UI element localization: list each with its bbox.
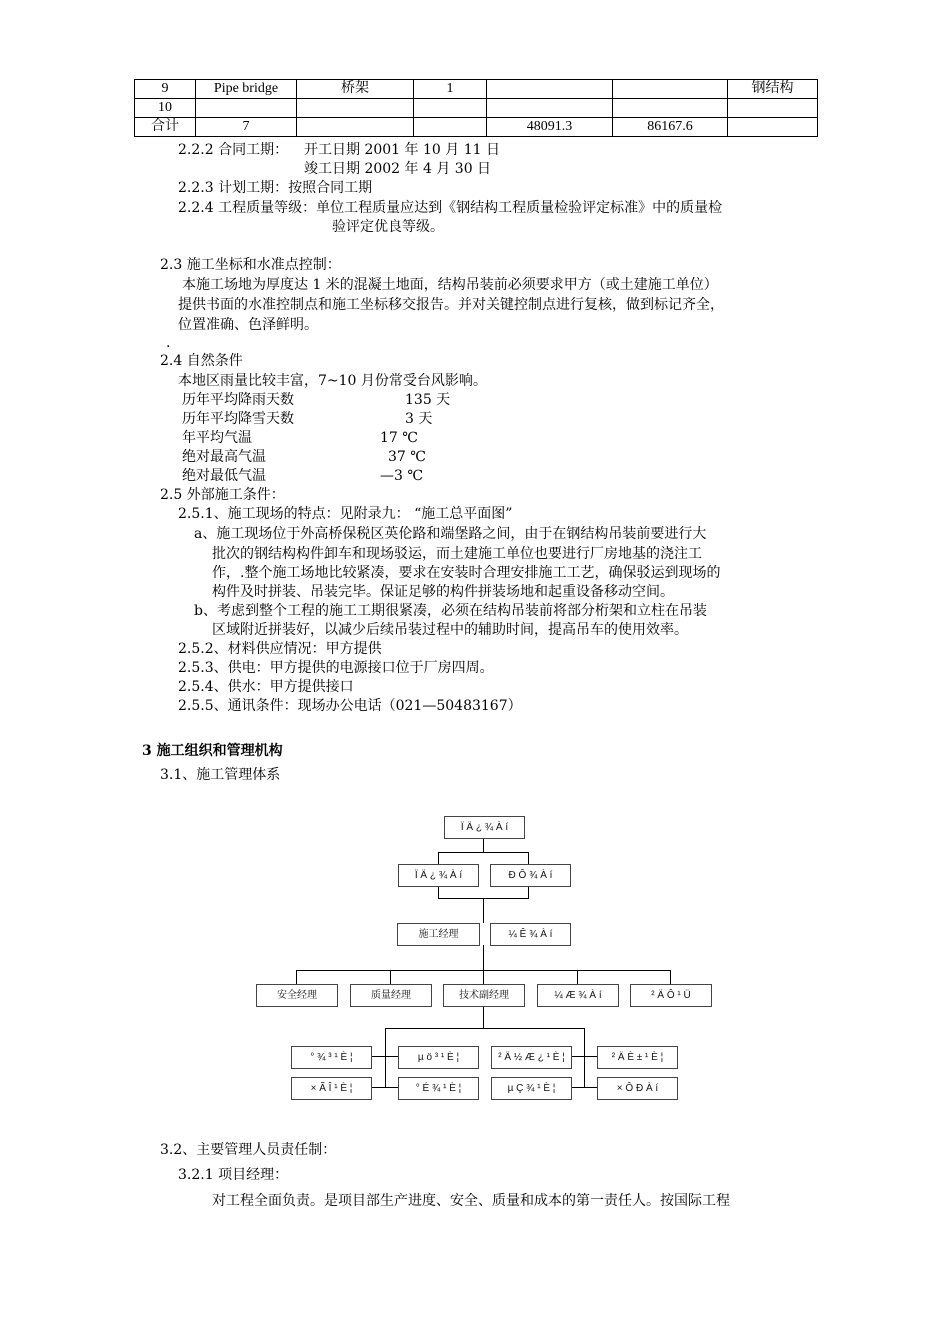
- climate-value: 17 ℃: [380, 430, 418, 446]
- climate-value: —3 ℃: [380, 468, 424, 484]
- org-box-l5: × Ô Ð À í: [597, 1077, 678, 1100]
- s255: 2.5.5、通讯条件：现场办公电话（021—50483167）: [178, 698, 522, 714]
- connector: [670, 970, 671, 984]
- cell-area: [613, 80, 728, 99]
- connector: [584, 1028, 585, 1088]
- cell-no: 10: [135, 99, 196, 118]
- cell-cn: [297, 118, 414, 137]
- project-table: [134, 79, 818, 137]
- table-row: [135, 80, 818, 99]
- org-box-l5: µ Ç ¾ ¹ È ¦: [491, 1077, 572, 1100]
- table-row: [135, 118, 818, 137]
- s222-label: 2.2.2 合同工期：: [178, 142, 289, 158]
- s25-title: 2.5 外部施工条件：: [160, 487, 285, 503]
- org-box-top: Ï Ä ¿ ¾ À í: [444, 816, 525, 839]
- cell-type: 钢结构: [728, 80, 818, 99]
- org-box-quality-manager: 质量经理: [350, 984, 432, 1007]
- s222-end: 竣工日期 2002 年 4 月 30 日: [304, 161, 492, 177]
- org-box-l5: ° É ¾ ¹ È ¦: [398, 1077, 479, 1100]
- s223: 2.2.3 计划工期：按照合同工期: [178, 180, 373, 196]
- s224-line1: 2.2.4 工程质量等级：单位工程质量应达到《钢结构工程质量检验评定标准》中的质量检: [178, 200, 723, 216]
- org-box-l2: Ð Ô ¾ À í: [490, 864, 571, 887]
- cell-weight: [487, 99, 613, 118]
- s23-p3: 位置准确、色泽鲜明。: [178, 317, 318, 333]
- climate-label: 历年平均降雨天数: [182, 392, 294, 408]
- org-box-l4: ¼ Æ ¾ À í: [537, 984, 619, 1007]
- connector: [584, 1087, 597, 1088]
- s251-b2: 区域附近拼装好，以减少后续吊装过程中的辅助时间，提高吊车的使用效率。: [212, 622, 688, 638]
- table-row: [135, 99, 818, 118]
- connector: [296, 970, 297, 984]
- org-box-safety-manager: 安全经理: [256, 984, 338, 1007]
- s251-a1: a、施工现场位于外高桥保税区英伦路和端堡路之间，由于在钢结构吊装前要进行大: [194, 526, 707, 542]
- connector: [483, 898, 484, 923]
- s251-a4: 构件及时拼装、吊装完毕。保证足够的构件拼装场地和起重设备移动空间。: [212, 584, 674, 600]
- org-box-l5: ° ¾ ³ ¹ È ¦: [291, 1046, 372, 1069]
- climate-value: 37 ℃: [388, 449, 426, 465]
- connector: [371, 1056, 385, 1057]
- cell-area: 86167.6: [613, 118, 728, 137]
- s31: 3.1、施工管理体系: [160, 767, 281, 783]
- connector: [385, 1028, 386, 1088]
- climate-label: 绝对最高气温: [182, 449, 266, 465]
- s224-line2: 验评定优良等级。: [332, 219, 444, 235]
- cell-cn: [297, 99, 414, 118]
- cell-name: [196, 99, 297, 118]
- connector: [483, 1006, 484, 1028]
- s23-p1: 本施工场地为厚度达 1 米的混凝土地面，结构吊装前必须要求甲方（或土建施工单位）: [182, 277, 718, 293]
- cell-name: Pipe bridge: [196, 80, 297, 99]
- connector: [577, 970, 578, 984]
- section-3-title: 3 施工组织和管理机构: [142, 743, 283, 759]
- cell-weight: [487, 80, 613, 99]
- climate-value: 135 天: [405, 392, 451, 408]
- s251-b1: b、考虑到整个工程的施工工期很紧凑，必须在结构吊装前将部分桁架和立柱在吊装: [194, 603, 707, 619]
- cell-cn: 桥架: [297, 80, 414, 99]
- cell-qty: [414, 99, 487, 118]
- connector: [483, 945, 484, 970]
- s253: 2.5.3、供电：甲方提供的电源接口位于厂房四周。: [178, 660, 494, 676]
- connector: [438, 852, 439, 864]
- connector: [438, 852, 529, 853]
- s321: 3.2.1 项目经理：: [178, 1167, 289, 1183]
- s23-p2: 提供书面的水准控制点和施工坐标移交报告。并对关键控制点进行复核，做到标记齐全，: [178, 297, 724, 313]
- org-box-l5: ² Ä ½ Æ ¿ ¹ È ¦: [491, 1046, 572, 1069]
- s321-paragraph: 对工程全面负责。是项目部生产进度、安全、质量和成本的第一责任人。按国际工程: [212, 1193, 730, 1209]
- connector: [385, 1056, 398, 1057]
- org-box-technical-deputy: 技术副经理: [443, 984, 525, 1007]
- s251: 2.5.1、施工现场的特点：见附录九： “施工总平面图”: [178, 506, 513, 522]
- s254: 2.5.4、供水：甲方提供接口: [178, 679, 354, 695]
- cell-no: 合计: [135, 118, 196, 137]
- org-box-l5: ² Ä È ± ¹ È ¦: [597, 1046, 678, 1069]
- connector: [528, 852, 529, 864]
- connector: [385, 1087, 398, 1088]
- climate-label: 历年平均降雪天数: [182, 411, 294, 427]
- connector: [371, 1087, 385, 1088]
- connector: [483, 838, 484, 852]
- org-box-l2: Ï Ä ¿ ¾ À í: [398, 864, 479, 887]
- org-box-l4: ² Ä Ô ¹ Ü: [630, 984, 712, 1007]
- s252: 2.5.2、材料供应情况：甲方提供: [178, 641, 382, 657]
- connector: [438, 886, 439, 898]
- org-box-l5: µ ö ³ ¹ È ¦: [398, 1046, 479, 1069]
- org-box-l3: ¼ Ê ¾ À í: [490, 923, 571, 946]
- s251-a3: 作，.整个施工场地比较紧凑，要求在安装时合理安排施工工艺，确保驳运到现场的: [212, 565, 721, 581]
- connector: [571, 1087, 584, 1088]
- stray-dot: .: [166, 335, 171, 351]
- s32: 3.2、主要管理人员责任制：: [160, 1142, 337, 1158]
- connector: [528, 886, 529, 898]
- cell-qty: [414, 118, 487, 137]
- cell-name: 7: [196, 118, 297, 137]
- cell-weight: 48091.3: [487, 118, 613, 137]
- org-box-l5: × Ã Î ¹ È ¦: [291, 1077, 372, 1100]
- connector: [390, 970, 391, 984]
- climate-value: 3 天: [405, 411, 433, 427]
- s222-start: 开工日期 2001 年 10 月 11 日: [304, 142, 500, 158]
- s24-title: 2.4 自然条件: [160, 353, 243, 369]
- cell-qty: 1: [414, 80, 487, 99]
- s23-title: 2.3 施工坐标和水准点控制：: [160, 257, 341, 273]
- cell-no: 9: [135, 80, 196, 99]
- cell-type: [728, 99, 818, 118]
- s251-a2: 批次的钢结构构件卸车和现场驳运，而土建施工单位也要进行厂房地基的浇注工: [212, 546, 702, 562]
- connector: [483, 970, 484, 984]
- climate-label: 年平均气温: [182, 430, 252, 446]
- climate-label: 绝对最低气温: [182, 468, 266, 484]
- s24-intro: 本地区雨量比较丰富，7~10 月份常受台风影响。: [178, 373, 487, 389]
- connector: [584, 1056, 597, 1057]
- org-box-construction-manager: 施工经理: [397, 923, 480, 946]
- connector: [385, 1028, 584, 1029]
- connector: [571, 1056, 584, 1057]
- cell-type: [728, 118, 818, 137]
- cell-area: [613, 99, 728, 118]
